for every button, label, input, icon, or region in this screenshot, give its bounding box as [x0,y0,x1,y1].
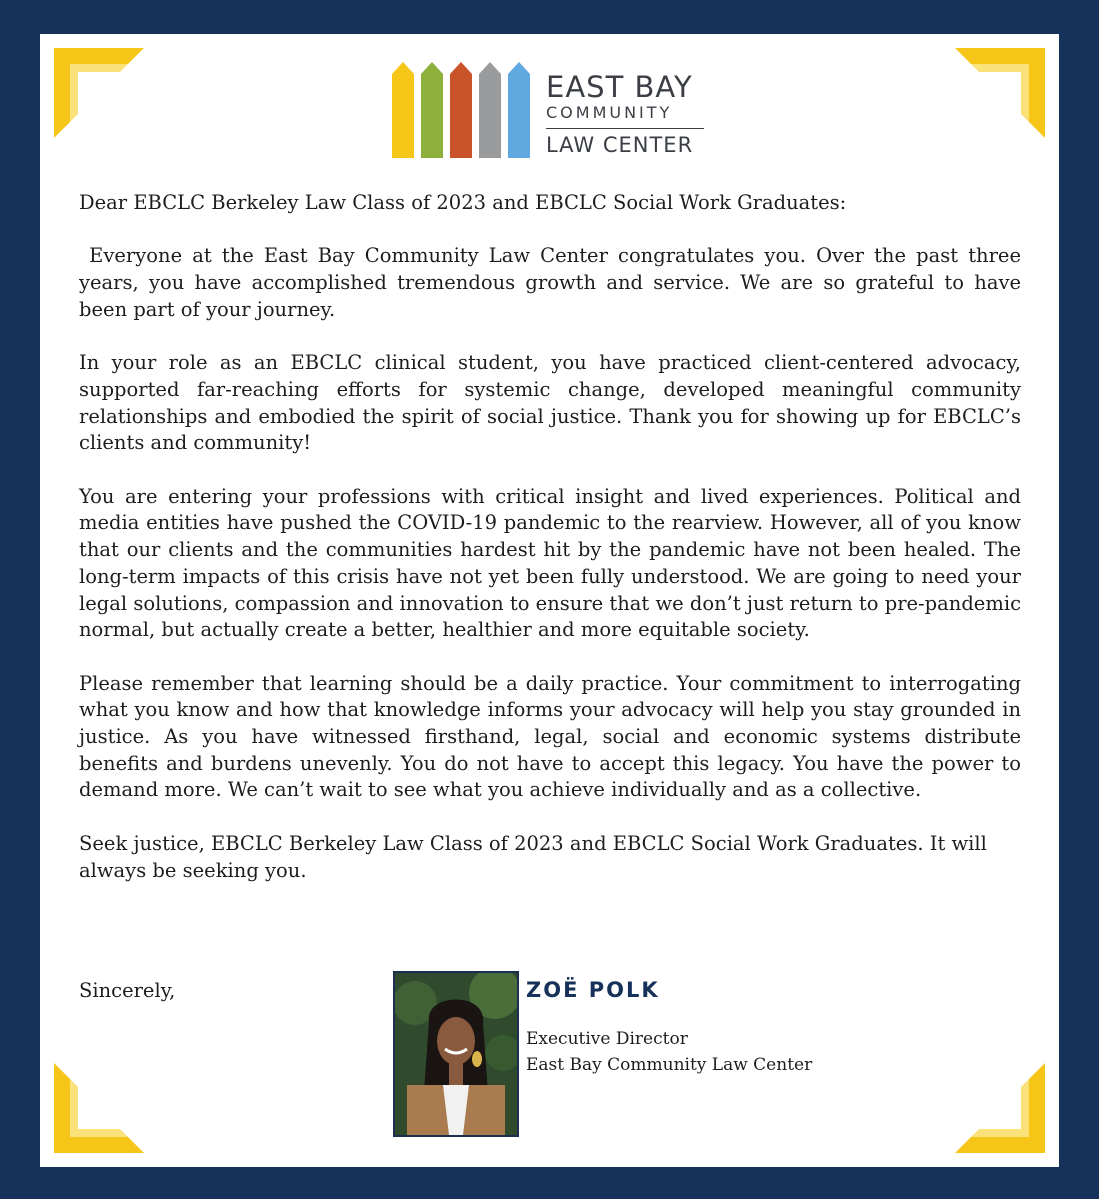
logo-line-east-bay: EAST BAY [546,70,693,104]
corner-accent-top-left [54,48,144,138]
signatory-title: Executive Director [526,1029,688,1049]
closing-paragraph: Seek justice, EBCLC Berkeley Law Class of 2023 and EBCLC Social Work Graduates. It will always be seeking you. [79,831,987,882]
letter-paragraph-1: Everyone at the East Bay Community Law Center congratulates you. Over the past three years, you have accomplished tremendous growth and service. We are so grateful to have been part of your journey. [79,244,1028,321]
logo-line-law-center: LAW CENTER [546,133,694,157]
corner-accent-bottom-left [54,1063,144,1153]
letter-paragraph-4: Please remember that learning should be a daily practice. Your commitment to interrogating what you know and how that knowledge informs your advocacy will help you stay grounded in justice. As you have witnessed firsthand, legal, social and economic systems distribute benefits and burdens unevenly. You do not have to accept this legacy. You have the power to demand more. We can’t wait to see what you achieve individually and as a collective. [79,671,1021,802]
portrait-image [395,973,517,1135]
logo-line-community: COMMUNITY [546,103,673,122]
corner-accent-top-right [955,48,1045,138]
letter-paragraph-3: You are entering your professions with critical insight and lived experiences. Political and media entities have pushed the COVID-19 pandemic to the rearview. However, all of you know that our clients and the communities hardest hit by the pandemic have not been healed. The long-term impacts of this crisis have not yet been fully understood. We are going to need your legal solutions, compassion and innovation to ensure that we don’t just return to pre-pandemic normal, but actually create a better, healthier and more equitable society. [79,484,1021,642]
salutation: Dear EBCLC Berkeley Law Class of 2023 and EBCLC Social Work Graduates: [79,191,847,214]
corner-accent-bottom-right [955,1063,1045,1153]
logo-wordmark [546,72,704,157]
letter-page [40,34,1059,1167]
letter-paragraph-2: In your role as an EBCLC clinical student, you have practiced client-centered advocacy, supported far-reaching efforts for systemic change, developed meaningful community relationships and embodied the spirit of social justice. Thank you for showing up for EBCLC’s clients and community! [79,351,1021,455]
signatory-name: ZOË POLK [526,978,660,1002]
signatory-photo [393,971,519,1137]
ebclc-logo [392,62,712,162]
logo-bars-icon [392,62,537,158]
letter-body [79,190,1028,911]
sign-off: Sincerely, [79,979,176,1002]
signatory-organization: East Bay Community Law Center [526,1055,813,1075]
logo-divider [546,128,704,129]
